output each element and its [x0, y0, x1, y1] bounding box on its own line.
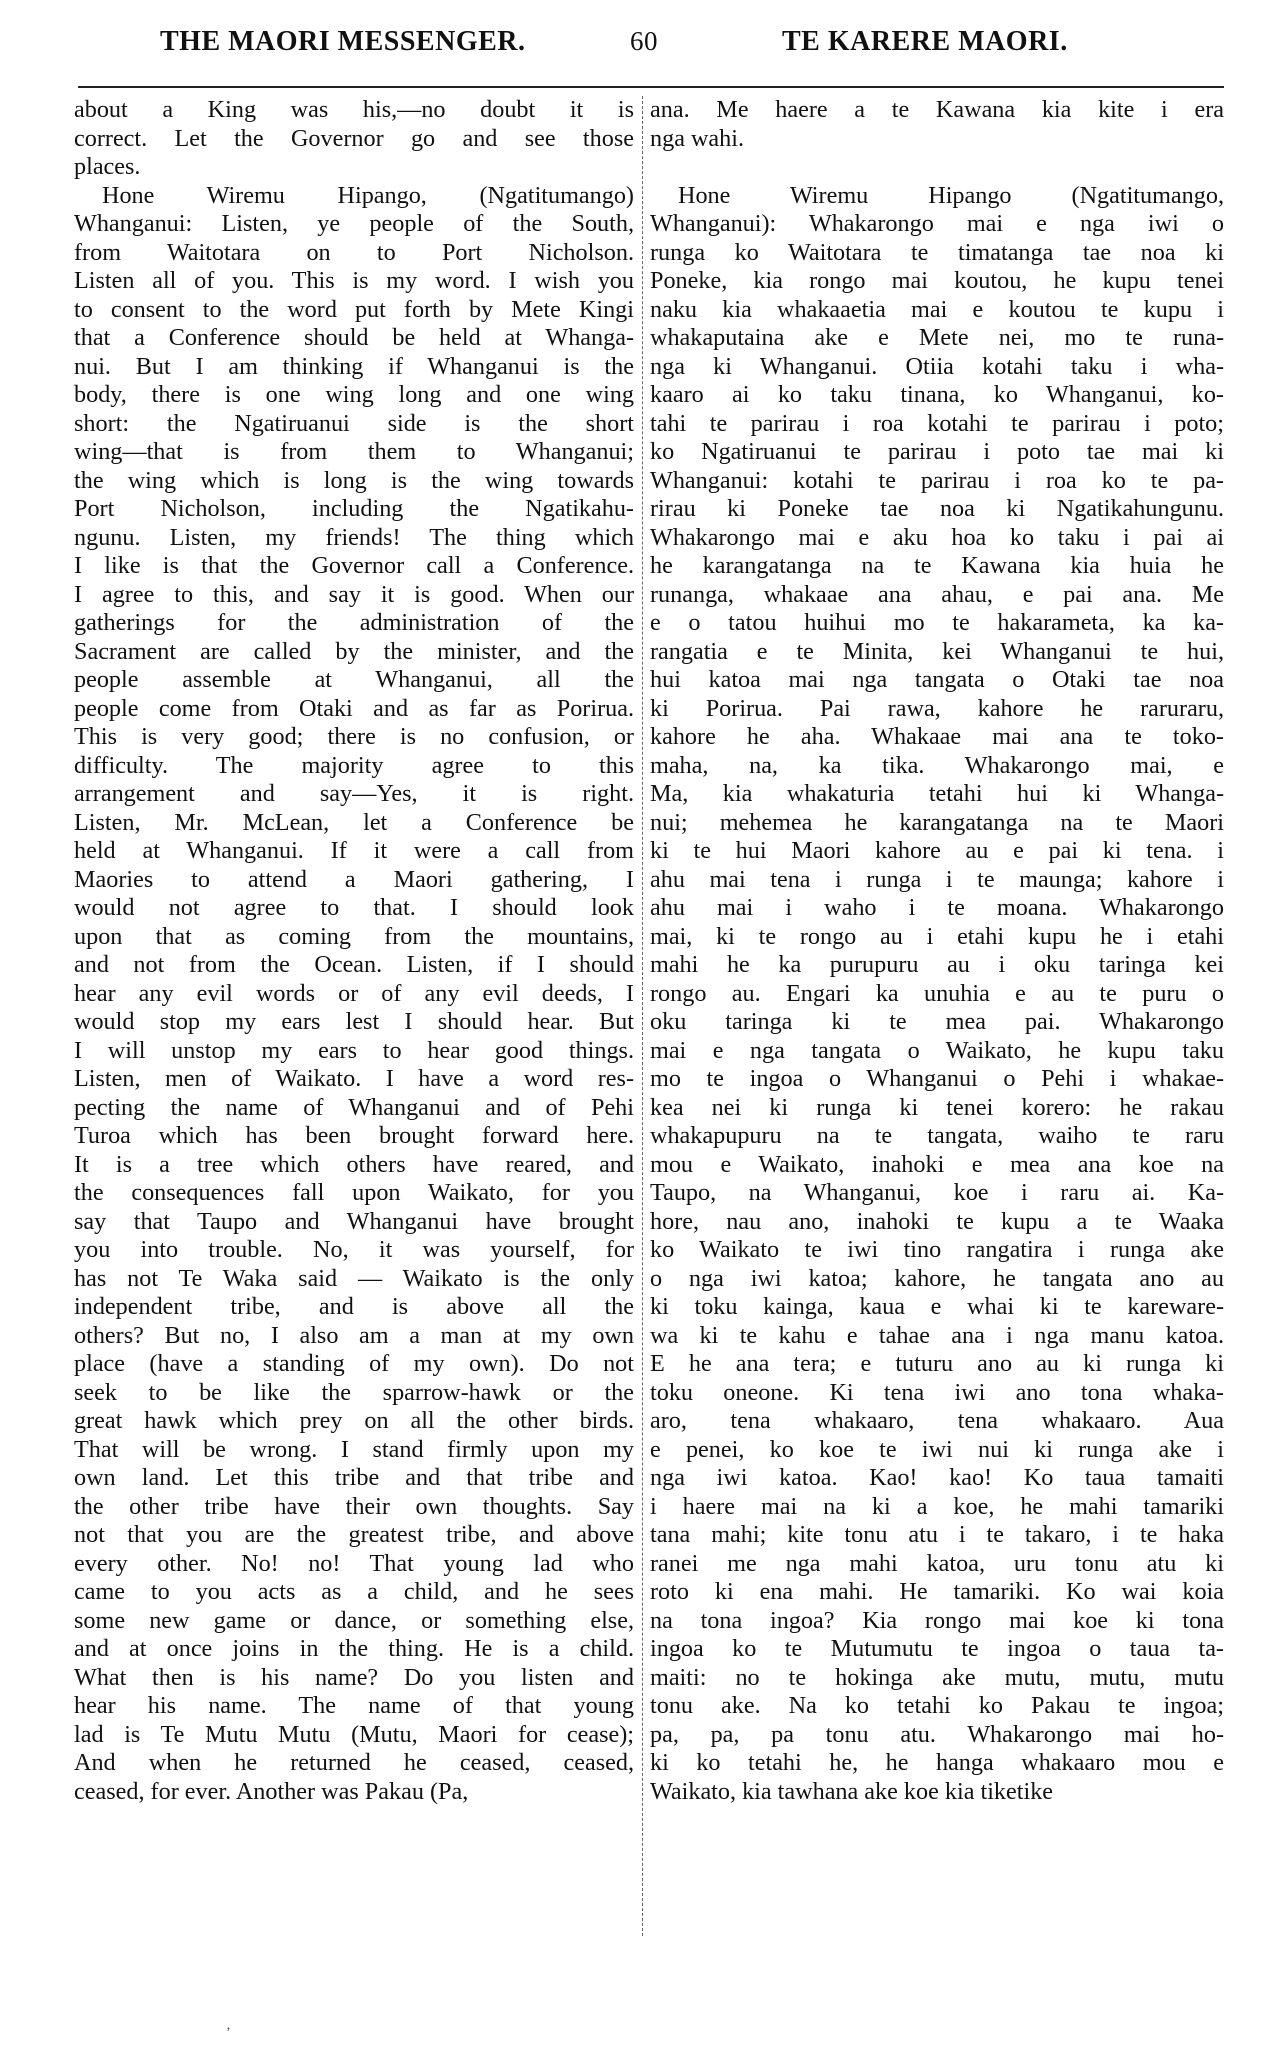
text-line: [650, 153, 1224, 182]
text-line: great hawk which prey on all the other birds.: [74, 1407, 634, 1434]
text-line: hear his name. The name of that young: [74, 1692, 634, 1719]
text-line: came to you acts as a child, and he sees: [74, 1578, 634, 1605]
text-line: ki toku kainga, kaua e whai ki te karewarе-: [650, 1293, 1224, 1320]
text-line: wing—that is from them to Whanganui;: [74, 438, 634, 465]
text-line: places.: [74, 153, 141, 180]
text-line: Maories to attend a Maori gathering, I: [74, 865, 634, 893]
text-line: I agree to this, and say it is good. When our: [74, 580, 634, 608]
text-line: ki te hui Maori kahore au e pai ki tena. i: [650, 837, 1224, 864]
text-line: you into trouble. No, it was yourself, for: [74, 1236, 634, 1263]
text-line: ceased, for ever. Another was Pakau (Pa,: [74, 1777, 469, 1805]
text-line: Sacrament are called by the minister, and the: [74, 637, 634, 665]
text-line: naku kia whakaaetia mai e koutou te kupu i: [650, 295, 1224, 323]
text-line: tana mahi; kite tonu atu i te takaro, i te haka: [650, 1521, 1224, 1548]
text-line: aro, tena whakaaro, tena whakaaro. Aua: [650, 1407, 1224, 1434]
text-line: ahu mai i waho i te moana. Whakarongo: [650, 894, 1224, 921]
text-line: gatherings for the administration of the: [74, 609, 634, 636]
english-column: [74, 96, 634, 1806]
text-line: kaaro ai ko taku tinana, ko Whanganui, ko-: [650, 381, 1224, 408]
text-line: That will be wrong. I stand firmly upon my: [74, 1435, 634, 1463]
text-line: the other tribe have their own thoughts. Say: [74, 1492, 634, 1520]
text-line: every other. No! no! That young lad who: [74, 1549, 634, 1577]
text-line: that a Conference should be held at Whanga-: [74, 324, 634, 351]
text-line: tahi te parirau i roa kotahi te parirau i poto;: [650, 409, 1224, 437]
text-line: short: the Ngatiruanui side is the short: [74, 409, 634, 437]
text-line: ngunu. Listen, my friends! The thing which: [74, 523, 634, 551]
text-line: hore, nau ano, inahoki te kupu a te Waaka: [650, 1207, 1224, 1235]
footer-mark: ‚: [226, 2018, 231, 2033]
column-divider: [642, 96, 644, 1936]
header-maori-title: TE KARERE MAORI.: [782, 26, 1068, 57]
text-line: ki ko tetahi he, he hanga whakaaro mou e: [650, 1749, 1224, 1776]
text-line: Whanganui: Listen, ye people of the South,: [74, 210, 634, 237]
text-line: roto ki ena mahi. He tamariki. Ko wai koia: [650, 1578, 1224, 1605]
text-line: nga ki Whanganui. Otiia kotahi taku i wha-: [650, 352, 1224, 380]
text-line: runanga, whakaae ana ahau, e pai ana. Me: [650, 580, 1224, 608]
text-line: ingoa ko te Mutumutu te ingoa o taua ta-: [650, 1635, 1224, 1662]
text-line: nui. But I am thinking if Whanganui is the: [74, 352, 634, 380]
text-line: pecting the name of Whanganui and of Pehi: [74, 1093, 634, 1121]
text-line: Hone Wiremu Hipango (Ngatitumango,: [678, 181, 1224, 209]
text-line: hui katoa mai nga tangata o Otaki tae noa: [650, 666, 1224, 693]
text-line: pa, pa, pa tonu atu. Whakarongo mai ho-: [650, 1720, 1224, 1748]
page-number: 60: [630, 26, 658, 56]
text-line: mou e Waikato, inahoki e mea ana koe na: [650, 1150, 1224, 1178]
text-line: correct. Let the Governor go and see those: [74, 124, 634, 152]
text-line: and at once joins in the thing. He is a child.: [74, 1635, 634, 1662]
text-line: not that you are the greatest tribe, and above: [74, 1521, 634, 1548]
text-line: e o tatou huihui mo te hakarameta, ka ka-: [650, 609, 1224, 636]
text-line: maiti: no te hokinga ake mutu, mutu, mutu: [650, 1663, 1224, 1691]
text-line: ranei me nga mahi katoa, uru tonu atu ki: [650, 1549, 1224, 1577]
text-line: Listen, Mr. McLean, let a Conference be: [74, 808, 634, 836]
text-line: What then is his name? Do you listen and: [74, 1663, 634, 1691]
text-line: This is very good; there is no confusion, or: [74, 723, 634, 750]
text-line: e penei, ko koe te iwi nui ki runga ake i: [650, 1435, 1224, 1463]
text-line: people assemble at Whanganui, all the: [74, 666, 634, 693]
text-line: say that Taupo and Whanganui have brought: [74, 1207, 634, 1235]
text-line: Hone Wiremu Hipango, (Ngatitumango): [102, 181, 634, 209]
text-line: would stop my ears lest I should hear. But: [74, 1008, 634, 1035]
text-line: Taupo, na Whanganui, koe i raru ai. Ka-: [650, 1179, 1224, 1206]
text-line: ko Waikato te iwi tino rangatira i runga ake: [650, 1236, 1224, 1263]
text-line: rongo au. Engari ka unuhia e au te puru o: [650, 979, 1224, 1007]
text-line: Poneke, kia rongo mai koutou, he kupu tenei: [650, 267, 1224, 294]
text-line: runga ko Waitotara te timatanga tae noa ki: [650, 238, 1224, 266]
text-line: difficulty. The majority agree to this: [74, 751, 634, 779]
text-line: nga wahi.: [650, 124, 745, 152]
text-line: arrangement and say—Yes, it is right.: [74, 780, 634, 807]
text-line: Listen, men of Waikato. I have a word res-: [74, 1065, 634, 1092]
text-line: Listen all of you. This is my word. I wish you: [74, 267, 634, 294]
text-line: maha, na, ka tika. Whakarongo mai, e: [650, 751, 1224, 779]
text-line: has not Te Waka said — Waikato is the only: [74, 1264, 634, 1292]
text-line: mai, ki te rongo au i etahi kupu he i etahi: [650, 922, 1224, 950]
text-line: na tona ingoa? Kia rongo mai koe ki tona: [650, 1606, 1224, 1634]
text-line: others? But no, I also am a man at my own: [74, 1321, 634, 1349]
text-line: ki Porirua. Pai rawa, kahore he raruraru,: [650, 694, 1224, 722]
text-line: mo te ingoa o Whanganui o Pehi i whakae-: [650, 1065, 1224, 1092]
text-line: from Waitotara on to Port Nicholson.: [74, 238, 634, 266]
text-line: E he ana tera; e tuturu ano au ki runga ki: [650, 1350, 1224, 1377]
text-line: independent tribe, and is above all the: [74, 1293, 634, 1320]
text-line: body, there is one wing long and one wing: [74, 381, 634, 408]
text-line: to consent to the word put forth by Mete Kingi: [74, 295, 634, 323]
text-line: mahi he ka purupuru au i oku taringa kei: [650, 951, 1224, 978]
text-line: place (have a standing of my own). Do not: [74, 1350, 634, 1377]
text-line: tonu ake. Na ko tetahi ko Pakau te ingoa;: [650, 1692, 1224, 1719]
text-line: Whanganui): Whakarongo mai e nga iwi o: [650, 210, 1224, 237]
text-line: ahu mai tena i runga i te maunga; kahore i: [650, 865, 1224, 893]
text-line: upon that as coming from the mountains,: [74, 922, 634, 950]
text-line: kea nei ki runga ki tenei korero: he rakau: [650, 1093, 1224, 1121]
text-line: i haere mai na ki a koe, he mahi tamariki: [650, 1492, 1224, 1520]
text-line: Whanganui: kotahi te parirau i roa ko te pa-: [650, 466, 1224, 494]
header-english-title: THE MAORI MESSENGER.: [160, 26, 526, 57]
text-line: would not agree to that. I should look: [74, 894, 634, 921]
header-rule: [78, 86, 1224, 88]
text-line: Waikato, kia tawhana ake koe kia tiketike: [650, 1777, 1054, 1805]
text-line: oku taringa ki te mea pai. Whakarongo: [650, 1008, 1224, 1035]
text-line: some new game or dance, or something else,: [74, 1606, 634, 1634]
text-line: the consequences fall upon Waikato, for you: [74, 1179, 634, 1206]
text-line: toku oneone. Ki tena iwi ano tona whaka-: [650, 1378, 1224, 1406]
text-line: rirau ki Poneke tae noa ki Ngatikahungunu.: [650, 495, 1224, 522]
text-line: whakaputaina ake e Mete nei, mo te runa-: [650, 324, 1224, 351]
text-line: It is a tree which others have reared, and: [74, 1150, 634, 1178]
maori-column: [650, 96, 1224, 1806]
text-line: own land. Let this tribe and that tribe and: [74, 1464, 634, 1491]
text-line: people come from Otaki and as far as Porirua.: [74, 694, 634, 722]
text-line: o nga iwi katoa; kahore, he tangata ano au: [650, 1264, 1224, 1292]
text-line: and not from the Ocean. Listen, if I should: [74, 951, 634, 978]
text-line: the wing which is long is the wing towards: [74, 466, 634, 494]
text-line: I will unstop my ears to hear good things.: [74, 1036, 634, 1064]
text-line: Port Nicholson, including the Ngatikahu-: [74, 495, 634, 522]
text-line: whakapupuru na te tangata, waiho te raru: [650, 1122, 1224, 1149]
text-line: about a King was his,—no doubt it is: [74, 96, 634, 123]
text-line: mai e nga tangata o Waikato, he kupu taku: [650, 1036, 1224, 1064]
text-line: Turoa which has been brought forward here.: [74, 1122, 634, 1149]
text-line: ana. Me haere a te Kawana kia kite i era: [650, 96, 1224, 123]
text-line: rangatia e te Minita, kei Whanganui te hui,: [650, 637, 1224, 665]
text-line: held at Whanganui. If it were a call from: [74, 837, 634, 864]
text-line: Whakarongo mai e aku hoa ko taku i pai ai: [650, 523, 1224, 551]
text-line: he karangatanga na te Kawana kia huia he: [650, 552, 1224, 579]
text-line: lad is Te Mutu Mutu (Mutu, Maori for cease);: [74, 1720, 634, 1748]
text-line: I like is that the Governor call a Conference.: [74, 552, 634, 579]
text-line: ko Ngatiruanui te parirau i poto tae mai ki: [650, 438, 1224, 465]
text-line: seek to be like the sparrow-hawk or the: [74, 1378, 634, 1406]
text-line: hear any evil words or of any evil deeds, I: [74, 979, 634, 1007]
text-line: And when he returned he ceased, ceased,: [74, 1749, 634, 1776]
text-line: nga iwi katoa. Kao! kao! Ko taua tamaiti: [650, 1464, 1224, 1491]
text-line: nui; mehemea he karangatanga na te Maori: [650, 808, 1224, 836]
text-line: wa ki te kahu e tahae ana i nga manu katoa.: [650, 1321, 1224, 1349]
text-line: Ma, kia whakaturia tetahi hui ki Whanga-: [650, 780, 1224, 807]
text-line: kahore he aha. Whakaae mai ana te toko-: [650, 723, 1224, 750]
